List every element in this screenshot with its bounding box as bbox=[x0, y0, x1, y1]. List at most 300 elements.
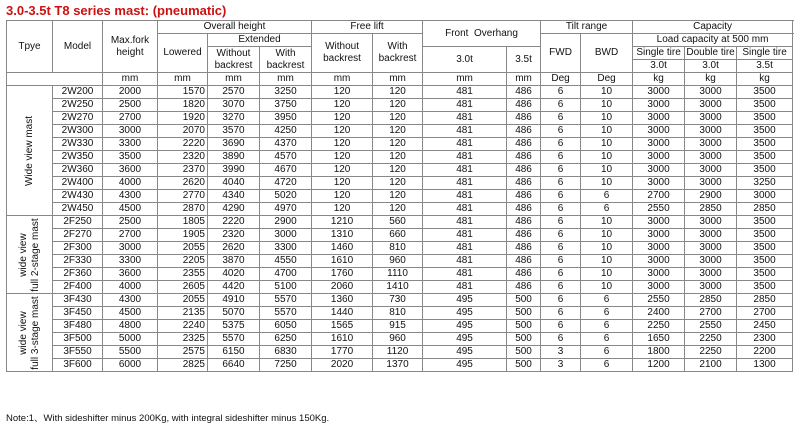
table-cell: 6 bbox=[541, 112, 581, 125]
table-cell: 6830 bbox=[260, 346, 312, 359]
table-cell: 6050 bbox=[260, 320, 312, 333]
header-single-tire-30: Single tire bbox=[633, 47, 685, 60]
table-cell: 3F600 bbox=[53, 359, 103, 372]
table-cell: 120 bbox=[373, 151, 423, 164]
table-cell: 4300 bbox=[103, 294, 158, 307]
table-cell: 3000 bbox=[685, 177, 737, 190]
table-cell: 6 bbox=[541, 216, 581, 229]
group-label bbox=[18, 218, 42, 291]
table-row bbox=[7, 138, 793, 151]
table-cell: 3000 bbox=[633, 255, 685, 268]
table-cell: 2F270 bbox=[53, 229, 103, 242]
table-cell: 486 bbox=[507, 268, 541, 281]
header-max-fork-height: Max.fork height bbox=[103, 21, 158, 73]
table-cell: 6 bbox=[541, 164, 581, 177]
table-cell: 2200 bbox=[737, 346, 793, 359]
mast-spec-table bbox=[6, 20, 793, 372]
unit-cell: Deg bbox=[541, 73, 581, 86]
table-cell: 3500 bbox=[737, 164, 793, 177]
table-cell: 2250 bbox=[633, 320, 685, 333]
table-cell: 3000 bbox=[737, 190, 793, 203]
table-cell: 2320 bbox=[208, 229, 260, 242]
table-cell: 486 bbox=[507, 99, 541, 112]
table-cell: 3500 bbox=[103, 151, 158, 164]
table-cell: 2055 bbox=[158, 242, 208, 255]
table-header bbox=[7, 21, 793, 73]
table-cell: 6 bbox=[541, 138, 581, 151]
table-cell: 1310 bbox=[312, 229, 373, 242]
table-cell: 2550 bbox=[685, 320, 737, 333]
table-cell: 120 bbox=[373, 138, 423, 151]
table-cell: 3000 bbox=[685, 99, 737, 112]
table-cell: 3300 bbox=[260, 242, 312, 255]
table-cell: 10 bbox=[581, 164, 633, 177]
table-cell: 2100 bbox=[685, 359, 737, 372]
table-cell: 660 bbox=[373, 229, 423, 242]
table-cell: 2850 bbox=[737, 294, 793, 307]
table-cell: 120 bbox=[312, 86, 373, 99]
table-row bbox=[7, 151, 793, 164]
table-cell: 3000 bbox=[633, 151, 685, 164]
table-cell: 500 bbox=[507, 307, 541, 320]
table-row bbox=[7, 242, 793, 255]
table-cell: 3000 bbox=[685, 255, 737, 268]
table-cell: 120 bbox=[373, 86, 423, 99]
header-model: Model bbox=[53, 21, 103, 73]
table-cell: 3000 bbox=[633, 216, 685, 229]
table-cell: 3300 bbox=[103, 138, 158, 151]
table-cell: 6 bbox=[581, 359, 633, 372]
table-cell: 2070 bbox=[158, 125, 208, 138]
header-tilt-range: Tilt range bbox=[541, 21, 633, 34]
table-cell: 500 bbox=[507, 346, 541, 359]
table-cell: 481 bbox=[423, 151, 507, 164]
table-cell: 3000 bbox=[633, 125, 685, 138]
table-cell: 2575 bbox=[158, 346, 208, 359]
table-cell: 3870 bbox=[208, 255, 260, 268]
table-cell: 120 bbox=[373, 164, 423, 177]
table-cell: 486 bbox=[507, 151, 541, 164]
table-cell: 3000 bbox=[633, 164, 685, 177]
table-row bbox=[7, 164, 793, 177]
table-cell: 3000 bbox=[633, 229, 685, 242]
table-row bbox=[7, 294, 793, 307]
unit-cell: mm bbox=[103, 73, 158, 86]
table-cell: 10 bbox=[581, 229, 633, 242]
table-cell: 5000 bbox=[103, 333, 158, 346]
group-label-line: wide view bbox=[17, 232, 29, 277]
table-cell: 2220 bbox=[208, 216, 260, 229]
table-cell: 2900 bbox=[260, 216, 312, 229]
table-cell: 2W360 bbox=[53, 164, 103, 177]
table-cell: 481 bbox=[423, 281, 507, 294]
table-row bbox=[7, 216, 793, 229]
table-cell: 3250 bbox=[260, 86, 312, 99]
group-label bbox=[18, 296, 42, 369]
table-cell: 1920 bbox=[158, 112, 208, 125]
table-cell: 1770 bbox=[312, 346, 373, 359]
table-cell: 2055 bbox=[158, 294, 208, 307]
table-cell: 495 bbox=[423, 294, 507, 307]
table-cell: 120 bbox=[373, 190, 423, 203]
table-cell: 3600 bbox=[103, 164, 158, 177]
table-cell: 2700 bbox=[633, 190, 685, 203]
table-cell: 10 bbox=[581, 86, 633, 99]
table-cell: 4500 bbox=[103, 307, 158, 320]
table-row bbox=[7, 307, 793, 320]
table-cell: 6 bbox=[541, 294, 581, 307]
table-cell: 1760 bbox=[312, 268, 373, 281]
table-cell: 2700 bbox=[685, 307, 737, 320]
table-cell: 3000 bbox=[633, 138, 685, 151]
table-cell: 6 bbox=[581, 294, 633, 307]
table-cell: 6640 bbox=[208, 359, 260, 372]
table-cell: 2W430 bbox=[53, 190, 103, 203]
table-cell: 3000 bbox=[633, 99, 685, 112]
table-cell: 2550 bbox=[633, 294, 685, 307]
table-cell: 4370 bbox=[260, 138, 312, 151]
table-cell: 3070 bbox=[208, 99, 260, 112]
table-cell: 3300 bbox=[103, 255, 158, 268]
table-cell: 495 bbox=[423, 359, 507, 372]
table-cell: 486 bbox=[507, 177, 541, 190]
header-double-tire-30: Double tire bbox=[686, 47, 735, 58]
group-label-line: wide view bbox=[17, 310, 29, 355]
table-cell: 3000 bbox=[633, 177, 685, 190]
table-cell: 4500 bbox=[103, 203, 158, 216]
table-cell: 4670 bbox=[260, 164, 312, 177]
table-cell: 6 bbox=[541, 151, 581, 164]
table-cell: 6 bbox=[581, 320, 633, 333]
table-cell: 481 bbox=[423, 229, 507, 242]
table-cell: 3500 bbox=[737, 138, 793, 151]
header-overhang-blank-2: 3.5t bbox=[507, 47, 541, 73]
table-cell: 10 bbox=[581, 242, 633, 255]
table-cell: 6 bbox=[541, 255, 581, 268]
table-cell: 4300 bbox=[103, 190, 158, 203]
table-cell: 2400 bbox=[633, 307, 685, 320]
table-cell: 5570 bbox=[260, 307, 312, 320]
table-cell: 481 bbox=[423, 255, 507, 268]
header-bwd: BWD bbox=[581, 34, 633, 73]
table-cell: 486 bbox=[507, 255, 541, 268]
unit-cell: mm bbox=[208, 73, 260, 86]
table-cell: 2F250 bbox=[53, 216, 103, 229]
header-free-lift: Free lift bbox=[312, 21, 423, 34]
table-cell: 120 bbox=[312, 138, 373, 151]
table-cell: 2825 bbox=[158, 359, 208, 372]
table-cell: 486 bbox=[507, 164, 541, 177]
table-cell: 5375 bbox=[208, 320, 260, 333]
table-cell: 2135 bbox=[158, 307, 208, 320]
table-cell: 6 bbox=[541, 333, 581, 346]
table-cell: 3500 bbox=[737, 151, 793, 164]
table-cell: 10 bbox=[581, 138, 633, 151]
table-cell: 486 bbox=[507, 86, 541, 99]
table-cell: 6 bbox=[541, 86, 581, 99]
table-cell: 4800 bbox=[103, 320, 158, 333]
table-cell: 2700 bbox=[103, 112, 158, 125]
table-row bbox=[7, 320, 793, 333]
unit-cell: mm bbox=[507, 73, 541, 86]
table-cell: 4040 bbox=[208, 177, 260, 190]
table-cell: 2W450 bbox=[53, 203, 103, 216]
table-cell: 3000 bbox=[685, 229, 737, 242]
table-cell: 2W270 bbox=[53, 112, 103, 125]
table-cell: 500 bbox=[507, 294, 541, 307]
table-cell: 960 bbox=[373, 333, 423, 346]
table-row bbox=[7, 99, 793, 112]
table-cell: 2370 bbox=[158, 164, 208, 177]
table-cell: 2020 bbox=[312, 359, 373, 372]
table-cell: 500 bbox=[507, 333, 541, 346]
table-cell: 10 bbox=[581, 125, 633, 138]
table-cell: 486 bbox=[507, 242, 541, 255]
table-cell: 10 bbox=[581, 99, 633, 112]
table-cell: 486 bbox=[507, 125, 541, 138]
table-cell: 10 bbox=[581, 281, 633, 294]
header-cap-35-a: 3.5t bbox=[737, 60, 793, 73]
table-cell: 6000 bbox=[103, 359, 158, 372]
table-cell: 495 bbox=[423, 307, 507, 320]
unit-cell: mm bbox=[423, 73, 507, 86]
table-cell: 495 bbox=[423, 346, 507, 359]
table-body bbox=[7, 73, 793, 372]
table-cell: 1565 bbox=[312, 320, 373, 333]
table-cell: 1110 bbox=[373, 268, 423, 281]
table-cell: 5070 bbox=[208, 307, 260, 320]
header-front: Front bbox=[445, 27, 469, 39]
table-cell: 6 bbox=[541, 99, 581, 112]
table-cell: 120 bbox=[312, 125, 373, 138]
table-cell: 2620 bbox=[208, 242, 260, 255]
table-cell: 3000 bbox=[260, 229, 312, 242]
table-cell: 2700 bbox=[103, 229, 158, 242]
table-cell: 120 bbox=[312, 112, 373, 125]
units-blank bbox=[7, 73, 103, 86]
unit-cell: Deg bbox=[581, 73, 633, 86]
table-cell: 10 bbox=[581, 216, 633, 229]
table-cell: 3500 bbox=[737, 99, 793, 112]
table-cell: 6 bbox=[581, 190, 633, 203]
table-row bbox=[7, 203, 793, 216]
table-row bbox=[7, 125, 793, 138]
table-cell: 2900 bbox=[685, 190, 737, 203]
table-cell: 6 bbox=[581, 307, 633, 320]
table-cell: 3500 bbox=[737, 268, 793, 281]
table-row bbox=[7, 112, 793, 125]
table-cell: 10 bbox=[581, 177, 633, 190]
table-cell: 6 bbox=[581, 203, 633, 216]
table-cell: 2700 bbox=[737, 307, 793, 320]
table-cell: 486 bbox=[507, 112, 541, 125]
table-cell: 3000 bbox=[103, 125, 158, 138]
table-cell: 481 bbox=[423, 216, 507, 229]
table-cell: 3F430 bbox=[53, 294, 103, 307]
table-row bbox=[7, 255, 793, 268]
table-cell: 1200 bbox=[633, 359, 685, 372]
table-cell: 120 bbox=[373, 99, 423, 112]
table-cell: 2F360 bbox=[53, 268, 103, 281]
table-cell: 10 bbox=[581, 151, 633, 164]
table-cell: 3500 bbox=[737, 216, 793, 229]
table-cell: 2250 bbox=[685, 346, 737, 359]
table-cell: 3000 bbox=[685, 151, 737, 164]
table-cell: 2250 bbox=[685, 333, 737, 346]
table-cell: 5020 bbox=[260, 190, 312, 203]
table-cell: 495 bbox=[423, 320, 507, 333]
table-cell: 915 bbox=[373, 320, 423, 333]
group-label-cell bbox=[7, 216, 53, 294]
unit-cell: kg bbox=[685, 73, 737, 86]
table-cell: 10 bbox=[581, 112, 633, 125]
header-ext-without-backrest: Without backrest bbox=[208, 47, 260, 73]
table-cell: 481 bbox=[423, 86, 507, 99]
table-cell: 486 bbox=[507, 229, 541, 242]
table-cell: 6 bbox=[541, 229, 581, 242]
table-cell: 2W400 bbox=[53, 177, 103, 190]
header-overall-height: Overall height bbox=[158, 21, 312, 34]
table-cell: 1610 bbox=[312, 333, 373, 346]
table-cell: 3500 bbox=[737, 86, 793, 99]
table-cell: 3750 bbox=[260, 99, 312, 112]
table-cell: 481 bbox=[423, 268, 507, 281]
table-cell: 2850 bbox=[685, 203, 737, 216]
table-cell: 5500 bbox=[103, 346, 158, 359]
table-cell: 4700 bbox=[260, 268, 312, 281]
table-cell: 3000 bbox=[685, 112, 737, 125]
table-cell: 2605 bbox=[158, 281, 208, 294]
group-label-line: full 3-stage mast bbox=[29, 295, 41, 370]
table-cell: 120 bbox=[373, 112, 423, 125]
table-cell: 5100 bbox=[260, 281, 312, 294]
table-cell: 2W250 bbox=[53, 99, 103, 112]
header-overhang-blank: 3.0t bbox=[423, 47, 507, 73]
table-cell: 3000 bbox=[633, 86, 685, 99]
table-cell: 3270 bbox=[208, 112, 260, 125]
header-extended: Extended bbox=[208, 34, 312, 47]
table-cell: 1650 bbox=[633, 333, 685, 346]
table-cell: 10 bbox=[581, 255, 633, 268]
table-cell: 3 bbox=[541, 346, 581, 359]
header-ext-with-backrest: With backrest bbox=[260, 47, 312, 73]
table-cell: 120 bbox=[312, 190, 373, 203]
table-cell: 120 bbox=[312, 177, 373, 190]
header-single-tire-35: Single tire bbox=[737, 47, 793, 60]
table-cell: 6 bbox=[581, 333, 633, 346]
table-cell: 481 bbox=[423, 177, 507, 190]
table-cell: 500 bbox=[507, 359, 541, 372]
table-row bbox=[7, 86, 793, 99]
table-cell: 6 bbox=[541, 190, 581, 203]
unit-cell: mm bbox=[373, 73, 423, 86]
table-cell: 6 bbox=[541, 268, 581, 281]
unit-cell: mm bbox=[312, 73, 373, 86]
table-cell: 2W330 bbox=[53, 138, 103, 151]
table-cell: 2W300 bbox=[53, 125, 103, 138]
table-cell: 2320 bbox=[158, 151, 208, 164]
table-row bbox=[7, 268, 793, 281]
table-cell: 4000 bbox=[103, 281, 158, 294]
header-front-overhang bbox=[423, 21, 541, 47]
table-cell: 2500 bbox=[103, 216, 158, 229]
table-cell: 4420 bbox=[208, 281, 260, 294]
table-cell: 481 bbox=[423, 203, 507, 216]
table-cell: 481 bbox=[423, 99, 507, 112]
table-cell: 1360 bbox=[312, 294, 373, 307]
table-cell: 2500 bbox=[103, 99, 158, 112]
table-cell: 3500 bbox=[737, 242, 793, 255]
table-cell: 1300 bbox=[737, 359, 793, 372]
table-cell: 6 bbox=[541, 307, 581, 320]
table-cell: 3990 bbox=[208, 164, 260, 177]
table-cell: 6 bbox=[541, 320, 581, 333]
table-cell: 3000 bbox=[685, 242, 737, 255]
table-cell: 2F400 bbox=[53, 281, 103, 294]
table-cell: 7250 bbox=[260, 359, 312, 372]
table-cell: 486 bbox=[507, 203, 541, 216]
table-cell: 1800 bbox=[633, 346, 685, 359]
table-cell: 481 bbox=[423, 125, 507, 138]
table-cell: 500 bbox=[507, 320, 541, 333]
table-cell: 2770 bbox=[158, 190, 208, 203]
table-row bbox=[7, 346, 793, 359]
table-cell: 486 bbox=[507, 138, 541, 151]
group-label-cell bbox=[7, 86, 53, 216]
table-cell: 120 bbox=[373, 203, 423, 216]
table-cell: 3000 bbox=[685, 281, 737, 294]
table-cell: 3500 bbox=[737, 229, 793, 242]
table-cell: 6250 bbox=[260, 333, 312, 346]
table-cell: 3500 bbox=[737, 255, 793, 268]
table-cell: 2870 bbox=[158, 203, 208, 216]
table-cell: 486 bbox=[507, 216, 541, 229]
table-cell: 495 bbox=[423, 333, 507, 346]
table-cell: 6 bbox=[541, 281, 581, 294]
table-cell: 1440 bbox=[312, 307, 373, 320]
table-cell: 960 bbox=[373, 255, 423, 268]
table-cell: 4000 bbox=[103, 177, 158, 190]
table-cell: 3F450 bbox=[53, 307, 103, 320]
table-cell: 481 bbox=[423, 112, 507, 125]
table-cell: 2355 bbox=[158, 268, 208, 281]
table-row bbox=[7, 359, 793, 372]
table-cell: 3000 bbox=[685, 268, 737, 281]
group-label-line: full 2-stage mast bbox=[29, 217, 41, 292]
table-cell: 4720 bbox=[260, 177, 312, 190]
table-cell: 810 bbox=[373, 307, 423, 320]
mast-spec-table-wrapper bbox=[6, 20, 792, 372]
table-cell: 2850 bbox=[685, 294, 737, 307]
table-cell: 3F550 bbox=[53, 346, 103, 359]
unit-cell: kg bbox=[633, 73, 685, 86]
table-cell: 1460 bbox=[312, 242, 373, 255]
header-fl-with-backrest: With backrest bbox=[373, 34, 423, 73]
header-overhang: Overhang bbox=[474, 27, 518, 39]
footnote: Note:1、With sideshifter minus 200Kg, with integral sideshifter minus 150Kg. bbox=[6, 413, 330, 424]
table-cell: 4910 bbox=[208, 294, 260, 307]
table-cell: 3690 bbox=[208, 138, 260, 151]
table-cell: 481 bbox=[423, 138, 507, 151]
table-cell: 2300 bbox=[737, 333, 793, 346]
table-cell: 120 bbox=[312, 203, 373, 216]
table-cell: 4570 bbox=[260, 151, 312, 164]
table-cell: 6 bbox=[581, 346, 633, 359]
table-cell: 1805 bbox=[158, 216, 208, 229]
table-cell: 3000 bbox=[633, 112, 685, 125]
table-cell: 3000 bbox=[685, 86, 737, 99]
table-cell: 2060 bbox=[312, 281, 373, 294]
